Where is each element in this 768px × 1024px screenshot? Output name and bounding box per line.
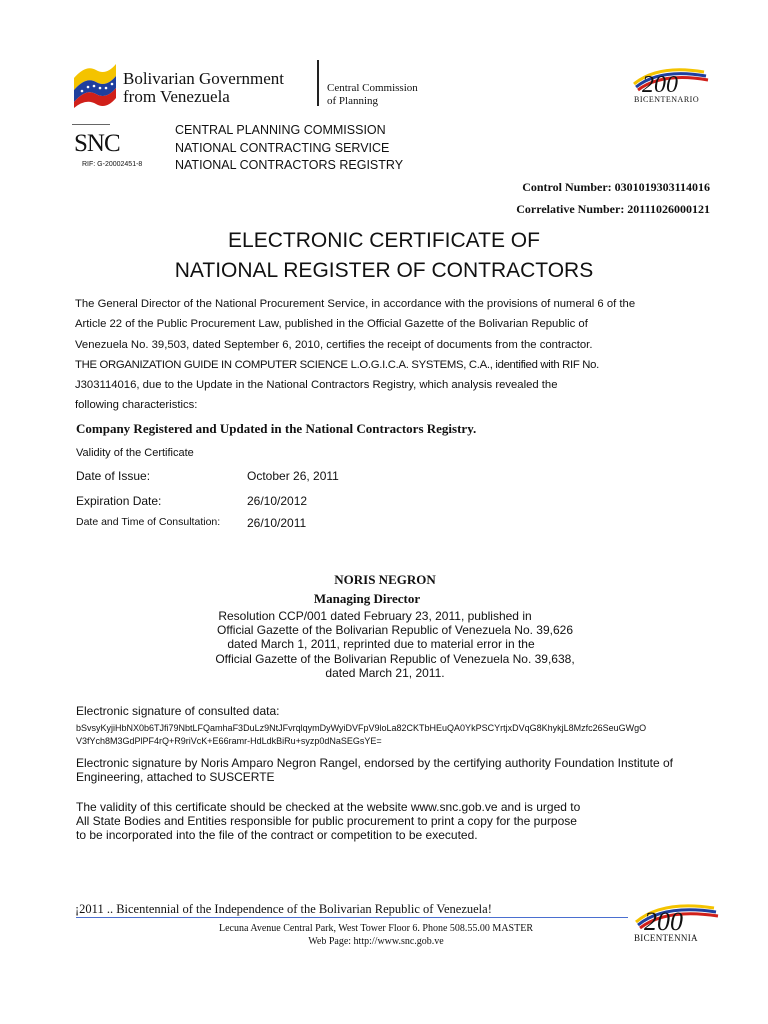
issue-date-value: October 26, 2011	[247, 469, 339, 483]
esig-label: Electronic signature of consulted data:	[76, 704, 280, 718]
esig-hash	[76, 722, 716, 748]
bicentenario-logo	[628, 62, 710, 104]
government-title-line1: Bolivarian Government	[123, 69, 284, 88]
footer-web-page: Web Page: http://www.snc.gob.ve	[308, 936, 444, 947]
resolution-line: Official Gazette of the Bolivarian Republic of Venezuela No. 39,626	[217, 623, 573, 638]
snc-agency-lines	[175, 122, 403, 175]
issue-date-label: Date of Issue:	[76, 469, 151, 483]
paragraph-line: following characteristics:	[75, 399, 198, 412]
consultation-date-label: Date and Time of Consultation:	[76, 516, 221, 528]
agency-line: NATIONAL CONTRACTING SERVICE	[175, 140, 390, 155]
esig-hash-line: V3fYch8M3GdPlPF4rQ+R9riVcK+E66ramr-HdLdkBiRu+syzp0dNaSEGsYE=	[76, 736, 382, 746]
footer-bicentennial-slogan: ¡2011 .. Bicentennial of the Independence of the Bolivarian Republic of Venezuela!	[75, 902, 492, 916]
validity-heading: Validity of the Certificate	[76, 447, 194, 459]
resolution-line: Official Gazette of the Bolivarian Republic of Venezuela No. 39,638,	[215, 651, 575, 666]
agency-line: CENTRAL PLANNING COMMISSION	[175, 123, 386, 137]
footer-address: Lecuna Avenue Central Park, West Tower Floor 6. Phone 508.55.00 MASTER	[218, 923, 533, 934]
resolution-text	[0, 609, 768, 680]
correlative-number: Correlative Number: 20111026000121	[516, 202, 710, 216]
expiration-date-value: 26/10/2012	[247, 494, 308, 508]
venezuela-flag-logo	[72, 58, 118, 108]
commission-line1: Central Commission	[327, 82, 418, 94]
endorse-line: Engineering, attached to SUSCERTE	[76, 770, 275, 784]
validity-note	[76, 800, 736, 842]
government-title-line2: from Venezuela	[123, 87, 230, 106]
certificate-title-line2: NATIONAL REGISTER OF CONTRACTORS	[174, 259, 594, 282]
header-divider	[317, 60, 319, 106]
resolution-line: Resolution CCP/001 dated February 23, 2011, published in	[218, 609, 532, 623]
snc-logo	[72, 124, 164, 170]
company-registered-heading: Company Registered and Updated in the National Contractors Registry.	[76, 421, 477, 436]
central-commission-label	[327, 82, 418, 108]
note-line: to be incorporated into the file of the contract or competition to be executed.	[76, 828, 478, 842]
certificate-title	[0, 226, 768, 286]
resolution-line: dated March 21, 2011.	[325, 665, 445, 680]
esig-hash-line: bSvsyKyjiHbNX0b6TJfi79NbtLFQamhaF3DuLz9NtJFvrqlqymDyWyiDVFpV9loLa82CKTbHEuQA0YkPSCYrtjxDVqG8KhykjL8Mzfc26SeuGWgO	[76, 723, 647, 733]
paragraph-line: J303114016, due to the Update in the National Contractors Registry, which analysis revealed the	[75, 379, 558, 392]
certification-paragraph	[75, 294, 715, 416]
esig-endorsement	[76, 756, 736, 784]
bicentennial-number: 200	[644, 907, 683, 936]
paragraph-line: Article 22 of the Public Procurement Law, published in the Official Gazette of the Bolivarian Republic of	[75, 318, 588, 331]
government-title	[123, 70, 284, 106]
bicentennial-label: BICENTENNIA	[634, 933, 698, 943]
paragraph-line: THE ORGANIZATION GUIDE IN COMPUTER SCIENCE L.O.G.I.C.A. SYSTEMS, C.A., identified with RIF No.	[75, 358, 599, 371]
bicentenario-label: BICENTENARIO	[634, 95, 700, 104]
signer-role: Managing Director	[313, 591, 421, 606]
resolution-line: dated March 1, 2011, reprinted due to material error in the	[227, 637, 535, 652]
signer-name: NORIS NEGRON	[334, 572, 436, 587]
note-line: All State Bodies and Entities responsible for public procurement to print a copy for the purpose	[76, 814, 577, 828]
paragraph-line: The General Director of the National Procurement Service, in accordance with the provisions of numeral 6 of the	[75, 298, 636, 310]
snc-rif: RIF: G-20002451-8	[82, 161, 143, 168]
footer-rule	[76, 917, 628, 918]
snc-logo-text: SNC	[74, 130, 120, 157]
endorse-line: Electronic signature by Noris Amparo Negron Rangel, endorsed by the certifying authority Foundation Institute of	[76, 756, 673, 770]
bicentennial-logo	[630, 898, 720, 944]
commission-line2: of Planning	[327, 95, 379, 107]
certificate-title-line1: ELECTRONIC CERTIFICATE OF	[228, 229, 540, 252]
agency-line: NATIONAL CONTRACTORS REGISTRY	[175, 158, 404, 172]
paragraph-line: Venezuela No. 39,503, dated September 6, 2010, certifies the receipt of documents from the contractor.	[75, 338, 593, 351]
expiration-date-label: Expiration Date:	[76, 494, 162, 508]
consultation-date-value: 26/10/2011	[247, 516, 307, 530]
control-number: Control Number: 0301019303114016	[522, 180, 710, 194]
note-line: The validity of this certificate should be checked at the website www.snc.gob.ve and is urged to	[76, 800, 581, 814]
bicentenario-number: 200	[642, 72, 678, 98]
